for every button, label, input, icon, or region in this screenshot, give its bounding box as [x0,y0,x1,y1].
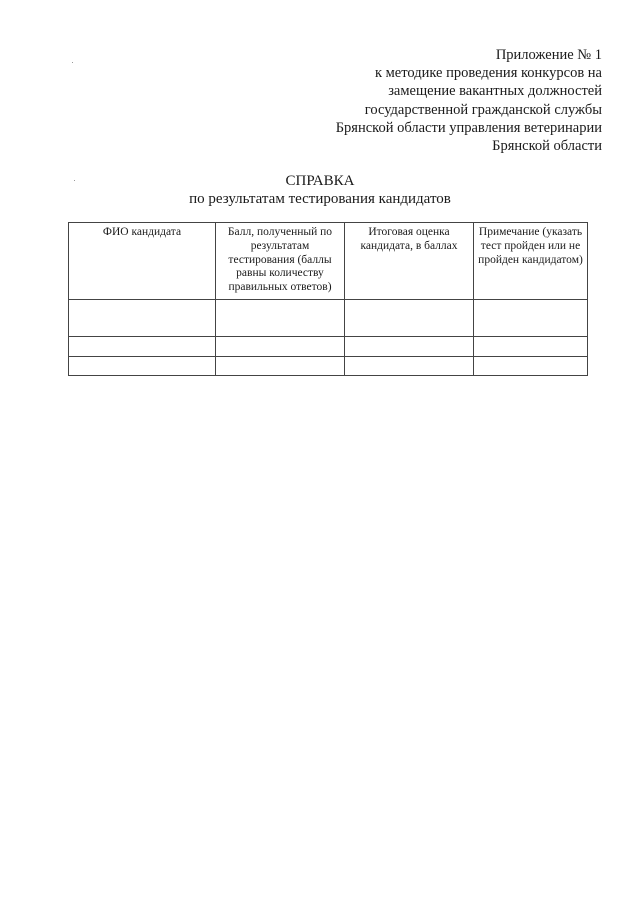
appendix-line: замещение вакантных должностей [388,83,602,100]
title-main: СПРАВКА [285,173,355,189]
appendix-line: Приложение № 1 [495,47,602,63]
results-table [68,222,588,376]
table-cell [474,300,588,337]
header-candidate-name: ФИО кандидата [69,223,216,300]
table-cell [345,337,474,357]
table-row [69,337,588,357]
appendix-line: государственной гражданской службы [364,101,602,118]
table-header-row [69,223,588,300]
table-cell [474,357,588,376]
scan-speck [72,62,73,63]
table-row [69,300,588,337]
table-cell [345,357,474,376]
document-title [0,172,640,208]
appendix-line: Брянской области управления ветеринарии [335,119,602,136]
table-cell [345,300,474,337]
appendix-line: Брянской области [492,138,602,155]
table-row [69,357,588,376]
table-cell [69,337,216,357]
table-cell [216,337,345,357]
header-final-score: Итоговая оценка кандидата, в баллах [345,223,474,300]
title-subtitle: по результатам тестирования кандидатов [189,191,451,207]
table-cell [69,357,216,376]
header-note: Примечание (указать тест пройден или не пройден кандидатом) [474,223,588,300]
appendix-header [336,46,602,155]
appendix-line: к методике проведения конкурсов на [374,65,602,82]
table-cell [69,300,216,337]
scan-speck [74,180,75,181]
header-test-score: Балл, полученный по результатам тестирования (баллы равны количеству правильных ответов) [216,223,345,300]
table-cell [474,337,588,357]
table-cell [216,300,345,337]
table-cell [216,357,345,376]
